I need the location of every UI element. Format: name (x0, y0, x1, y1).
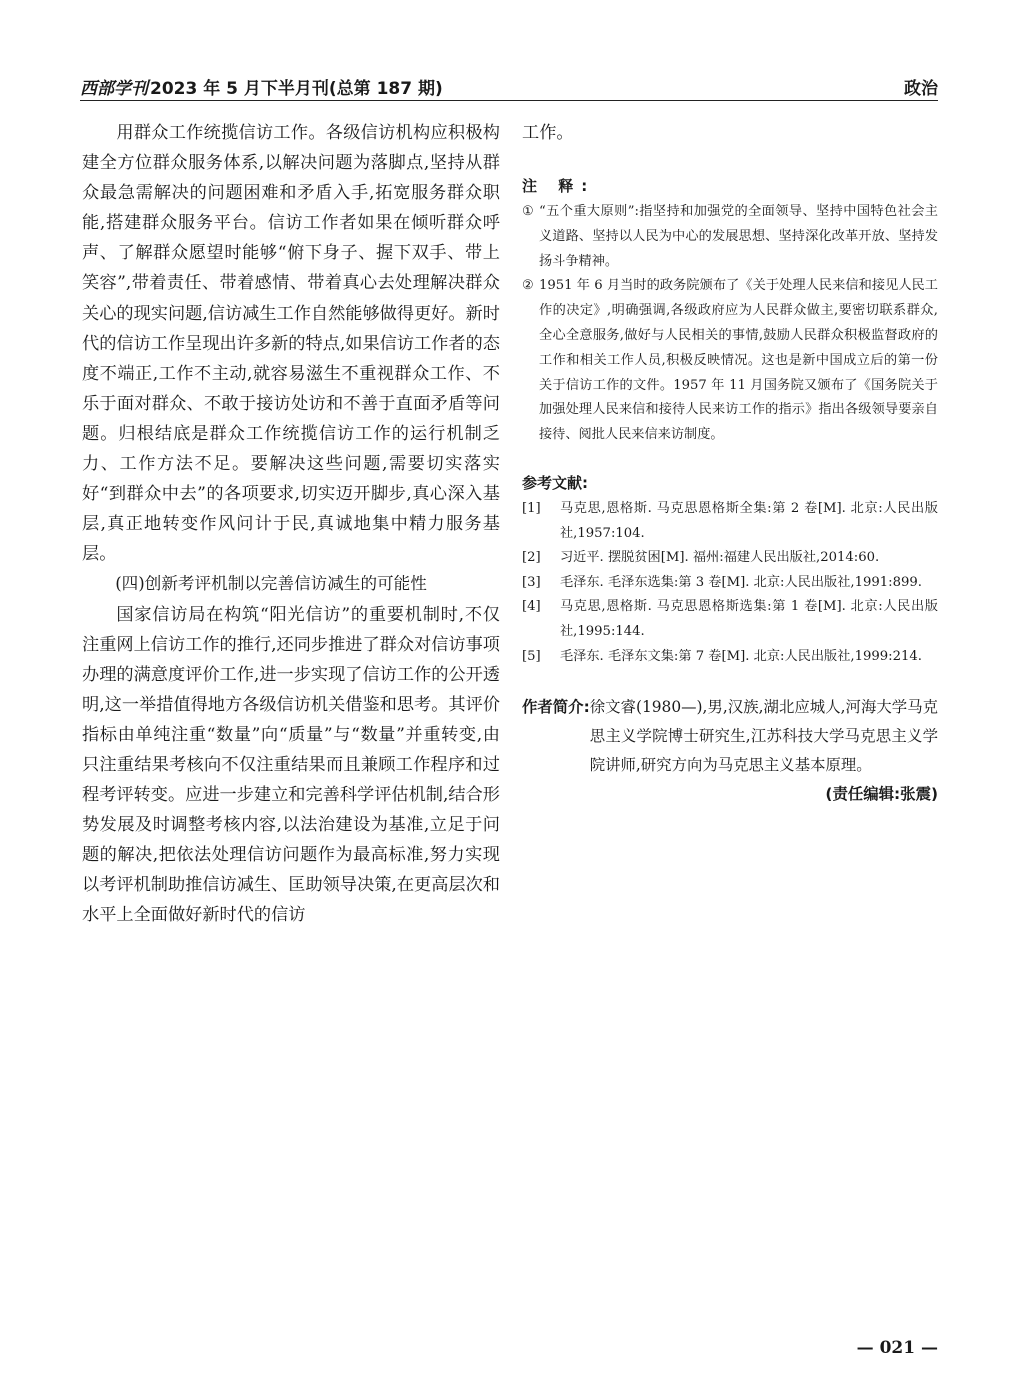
right-column (522, 118, 938, 804)
reference-item (522, 645, 938, 670)
note-text: 1951 年 6 月当时的政务院颁布了《关于处理人民来信和接见人民工作的决定》,明确强调,各级政府应为人民群众做主,要密切联系群众,全心全意服务,做好与人民相关的事情,鼓励人民群众积极监督政府的工作和相关工作人员,积极反映情况。这也是新中国成立后的第一份关于信访工作的文件。1957 年 11 月国务院又颁布了《国务院关于加强处理人民来信和接待人民来访工作的指示》指出各级领导要亲自接待、阅批人民来信来访制度。 (539, 278, 938, 443)
reference-number: [1] (522, 500, 541, 516)
body-paragraph: 用群众工作统揽信访工作。各级信访机构应积极构建全方位群众服务体系,以解决问题为落脚点,坚持从群众最急需解决的问题困难和矛盾入手,拓宽服务群众职能,搭建群众服务平台。信访工作者如果在倾听群众呼声、了解群众愿望时能够“俯下身子、握下双手、带上笑容”,带着责任、带着感情、带着真心去处理解决群众关心的现实问题,信访减生工作自然能够做得更好。新时代的信访工作呈现出许多新的特点,如果信访工作者的态度不端正,工作不主动,就容易滋生不重视群众工作、不乐于面对群众、不敢于接访处访和不善于直面矛盾等问题。归根结底是群众工作统揽信访工作的运行机制乏力、工作方法不足。要解决这些问题,需要切实落实好“到群众中去”的各项要求,切实迈开脚步,真心深入基层,真正地转变作风问计于民,真诚地集中精力服务基层。 (82, 123, 500, 565)
references-heading: 参考文献: (522, 473, 588, 492)
reference-item (522, 595, 938, 644)
editor-credit: (责任编辑:张震) (825, 785, 938, 804)
note-item (522, 274, 938, 448)
note-marker: ② (522, 278, 534, 294)
reference-item (522, 571, 938, 596)
section-label: 政治 (904, 79, 938, 99)
author-bio (522, 693, 938, 780)
notes-heading: 注 释: (522, 177, 596, 195)
reference-number: [4] (522, 599, 541, 615)
reference-text: 毛泽东. 毛泽东文集:第 7 卷[M]. 北京:人民出版社,1999:214. (560, 648, 922, 664)
running-header (80, 72, 938, 101)
notes-list (522, 200, 938, 448)
author-text: 徐文睿(1980—),男,汉族,湖北应城人,河海大学马克思主义学院博士研究生,江苏科技大学马克思主义学院讲师,研究方向为马克思主义基本原理。 (589, 698, 938, 775)
references-list (522, 497, 938, 669)
reference-number: [5] (522, 648, 541, 664)
journal-title (80, 74, 443, 99)
reference-number: [2] (522, 550, 541, 566)
note-marker: ① (522, 204, 534, 219)
body-paragraph: 国家信访局在构筑“阳光信访”的重要机制时,不仅注重网上信访工作的推行,还同步推进了群众对信访事项办理的满意度评价工作,进一步实现了信访工作的公开透明,这一举措值得地方各级信访机关借鉴和思考。其评价指标由单纯注重“数量”向“质量”与“数量”并重转变,由只注重结果考核向不仅注重结果而且兼顾工作程序和过程考评转变。应进一步建立和完善科学评估机制,结合形势发展及时调整考核内容,以法治建设为基准,立足于问题的解决,把依法处理信访问题作为最高标准,努力实现以考评机制助推信访减生、匡助领导决策,在更高层次和水平上全面做好新时代的信访 (82, 604, 500, 926)
left-column (82, 118, 500, 931)
reference-number: [3] (522, 574, 541, 590)
reference-text: 马克思,恩格斯. 马克思恩格斯全集:第 2 卷[M]. 北京:人民出版社,1957:104. (560, 500, 938, 541)
reference-text: 马克思,恩格斯. 马克思恩格斯选集:第 1 卷[M]. 北京:人民出版社,1995:144. (560, 599, 938, 639)
journal-issue: 2023 年 5 月下半月刊(总第 187 期) (150, 79, 443, 99)
page-number: — 021 — (856, 1338, 938, 1358)
note-item (522, 200, 938, 274)
body-continuation: 工作。 (522, 123, 574, 143)
subheading: (四)创新考评机制以完善信访减生的可能性 (115, 574, 427, 594)
reference-text: 毛泽东. 毛泽东选集:第 3 卷[M]. 北京:人民出版社,1991:899. (560, 574, 922, 590)
reference-item (522, 497, 938, 546)
journal-logo: 西部学刊 (80, 79, 148, 99)
note-text: “五个重大原则”:指坚持和加强党的全面领导、坚持中国特色社会主义道路、坚持以人民为中心的发展思想、坚持深化改革开放、坚持发扬斗争精神。 (539, 204, 938, 269)
author-label: 作者简介: (522, 698, 590, 717)
reference-item (522, 546, 938, 571)
reference-text: 习近平. 摆脱贫困[M]. 福州:福建人民出版社,2014:60. (560, 550, 880, 566)
